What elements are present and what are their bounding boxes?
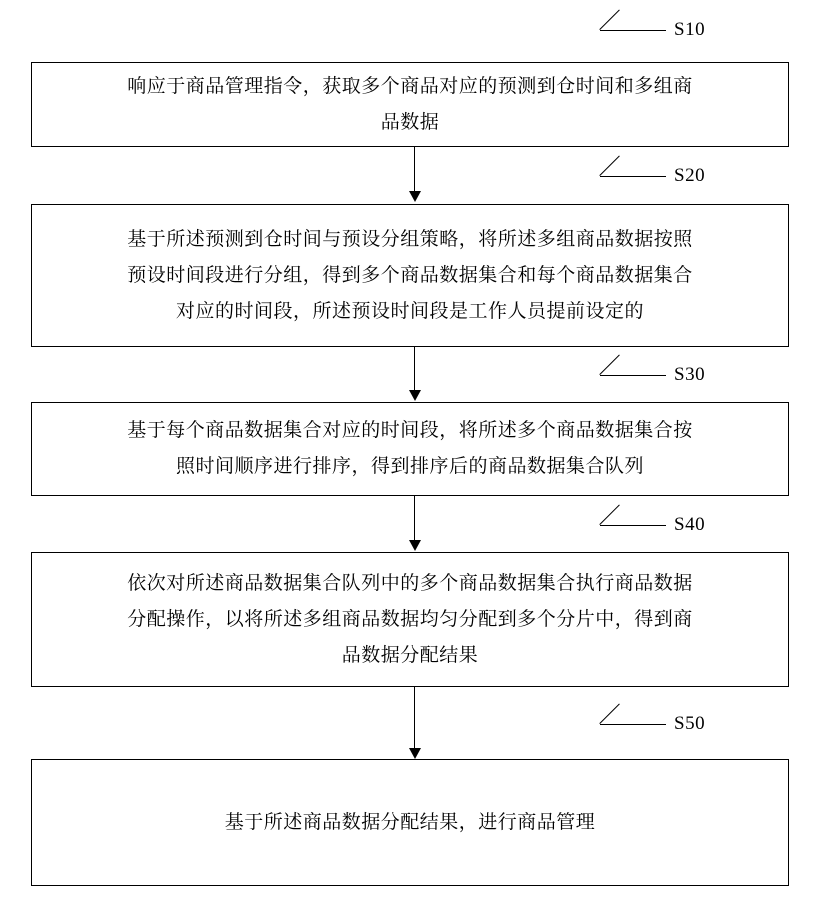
connector-arrowhead-s20-s30 [409,390,421,401]
step-box-s30 [31,402,789,496]
step-label-s20: S20 [674,165,706,186]
leader-bar-s50 [600,724,666,725]
step-text-s30: 基于每个商品数据集合对应的时间段，将所述多个商品数据集合按 照时间顺序进行排序，得到排序后的商品数据集合队列 [127,420,693,477]
connector-arrowhead-s30-s40 [409,540,421,551]
step-label-s10: S10 [674,19,706,40]
step-text-s10: 响应于商品管理指令，获取多个商品对应的预测到仓时间和多组商 品数据 [127,75,693,133]
connector-s40-s50 [414,687,415,750]
step-label-s40: S40 [674,514,706,535]
step-box-s20 [31,204,789,347]
step-box-s40 [31,552,789,687]
connector-s10-s20 [414,147,415,193]
leader-bar-s30 [600,375,666,376]
leader-bar-s20 [600,176,666,177]
step-label-s50: S50 [674,713,706,734]
step-label-s30: S30 [674,364,706,385]
connector-arrowhead-s10-s20 [409,191,421,202]
leader-bar-s10 [600,30,666,31]
connector-arrowhead-s40-s50 [409,748,421,759]
leader-line-s30 [599,354,620,375]
connector-s30-s40 [414,496,415,542]
leader-line-s20 [599,155,620,176]
step-text-s40: 依次对所述商品数据集合队列中的多个商品数据集合执行商品数据 分配操作，以将所述多组商品数据均匀分配到多个分片中，得到商 品数据分配结果 [127,572,693,666]
step-box-s50 [31,759,789,886]
leader-bar-s40 [600,525,666,526]
step-box-s10 [31,62,789,147]
leader-line-s40 [599,504,620,525]
leader-line-s10 [599,9,620,30]
step-text-s50: 基于所述商品数据分配结果，进行商品管理 [224,811,596,833]
leader-line-s50 [599,703,620,724]
step-text-s20: 基于所述预测到仓时间与预设分组策略，将所述多组商品数据按照 预设时间段进行分组，得到多个商品数据集合和每个商品数据集合 对应的时间段，所述预设时间段是工作人员提前设定的 [127,228,693,322]
connector-s20-s30 [414,347,415,392]
